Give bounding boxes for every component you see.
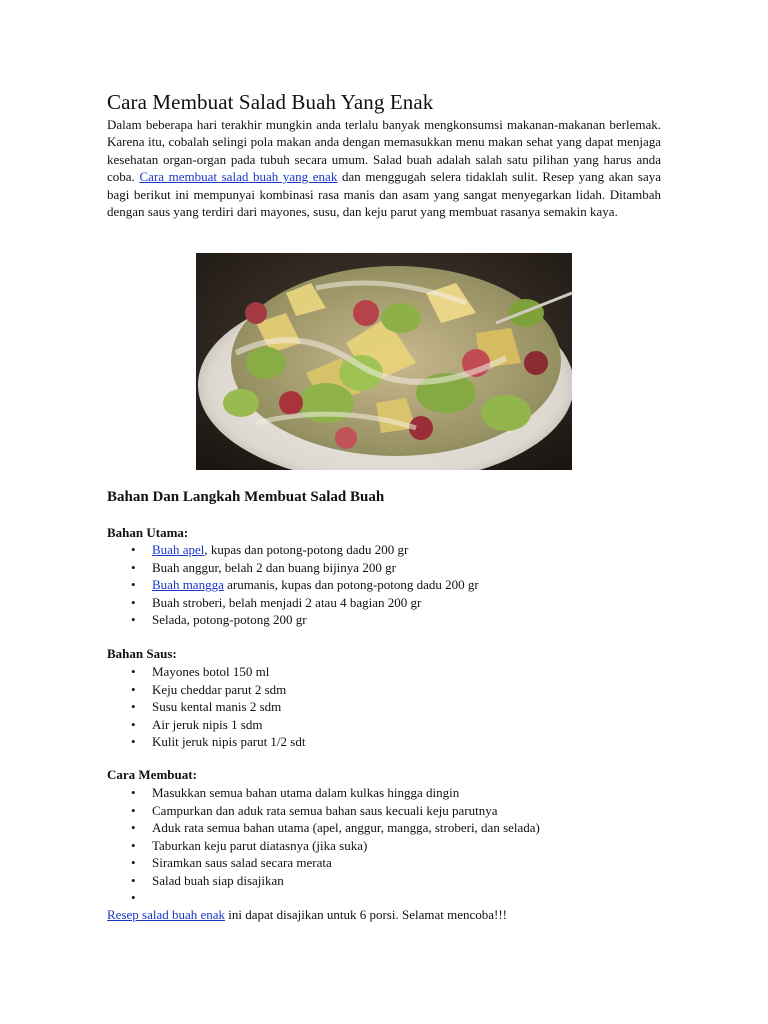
footer-line: [107, 907, 507, 923]
section-heading: Bahan Dan Langkah Membuat Salad Buah: [107, 489, 385, 505]
list-item: • Siramkan saus salad secara merata: [152, 854, 540, 872]
intro-recipe-link[interactable]: Cara membuat salad buah yang enak: [139, 169, 338, 185]
bahan-utama-title: Bahan Utama:: [107, 525, 189, 540]
list-item-text: Buah anggur, belah 2 dan buang bijinya 200 gr: [152, 559, 396, 575]
list-item: • Masukkan semua bahan utama dalam kulkas hingga dingin: [152, 784, 540, 802]
footer-text: ini dapat disajikan untuk 6 porsi. Selamat mencoba!!!: [225, 907, 508, 922]
intro-text-2: dan menggugah selera tidaklah sulit. Resep yang akan saya bagi berikut ini mempunyai kombinasi rasa manis dan asam yang sangat menyegarkan lidah. Ditambah dengan saus yang terdiri dari mayones, susu, dan keju parut yang membuat rasanya semakin kaya.: [107, 169, 661, 220]
list-item: • Campurkan dan aduk rata semua bahan saus kecuali keju parutnya: [152, 802, 540, 820]
list-item-text: Selada, potong-potong 200 gr: [152, 612, 307, 627]
footer-recipe-link[interactable]: Resep salad buah enak: [107, 907, 226, 922]
intro-paragraph: [107, 116, 661, 220]
list-item: • Taburkan keju parut diatasnya (jika suka): [152, 837, 540, 855]
article-title: Cara Membuat Salad Buah Yang Enak: [107, 90, 434, 114]
list-item-text: arumanis, kupas dan potong-potong dadu 200 gr: [223, 577, 479, 592]
cara-membuat-title: Cara Membuat:: [107, 767, 197, 782]
cara-membuat-list: [152, 784, 540, 907]
buah-mangga-link[interactable]: Buah mangga: [152, 577, 224, 592]
bahan-saus-title: Bahan Saus:: [107, 646, 177, 661]
list-item: • Susu kental manis 2 sdm: [152, 698, 305, 716]
list-item: [152, 594, 479, 612]
list-item: • Keju cheddar parut 2 sdm: [152, 681, 305, 699]
list-item: [152, 541, 479, 559]
list-item: [152, 576, 479, 594]
buah-apel-link[interactable]: Buah apel: [152, 542, 205, 557]
list-item: • Mayones botol 150 ml: [152, 663, 305, 681]
list-item-empty: [152, 889, 540, 907]
bahan-utama-list: [152, 541, 479, 629]
list-item-text: Buah stroberi, belah menjadi 2 atau 4 bagian 200 gr: [152, 594, 422, 610]
fruit-salad-photo: [196, 253, 572, 470]
bahan-saus-list: [152, 663, 305, 751]
list-item: • Salad buah siap disajikan: [152, 872, 540, 890]
intro-text-1: Dalam beberapa hari terakhir mungkin anda terlalu banyak mengkonsumsi makanan-makanan berlemak. Karena itu, cobalah selingi pola makan anda dengan memasukkan menu makan sehat yang dapat menjaga kesehatan organ-organ pada tubuh secara umum. Salad buah adalah salah satu pilihan yang harus anda coba.: [107, 117, 661, 185]
list-item-text: , kupas dan potong-potong dadu 200 gr: [204, 542, 409, 557]
list-item: • Aduk rata semua bahan utama (apel, anggur, mangga, stroberi, dan selada): [152, 819, 540, 837]
list-item: • Kulit jeruk nipis parut 1/2 sdt: [152, 733, 305, 751]
list-item: • Air jeruk nipis 1 sdm: [152, 716, 305, 734]
list-item: [152, 559, 479, 577]
list-item: [152, 611, 479, 629]
